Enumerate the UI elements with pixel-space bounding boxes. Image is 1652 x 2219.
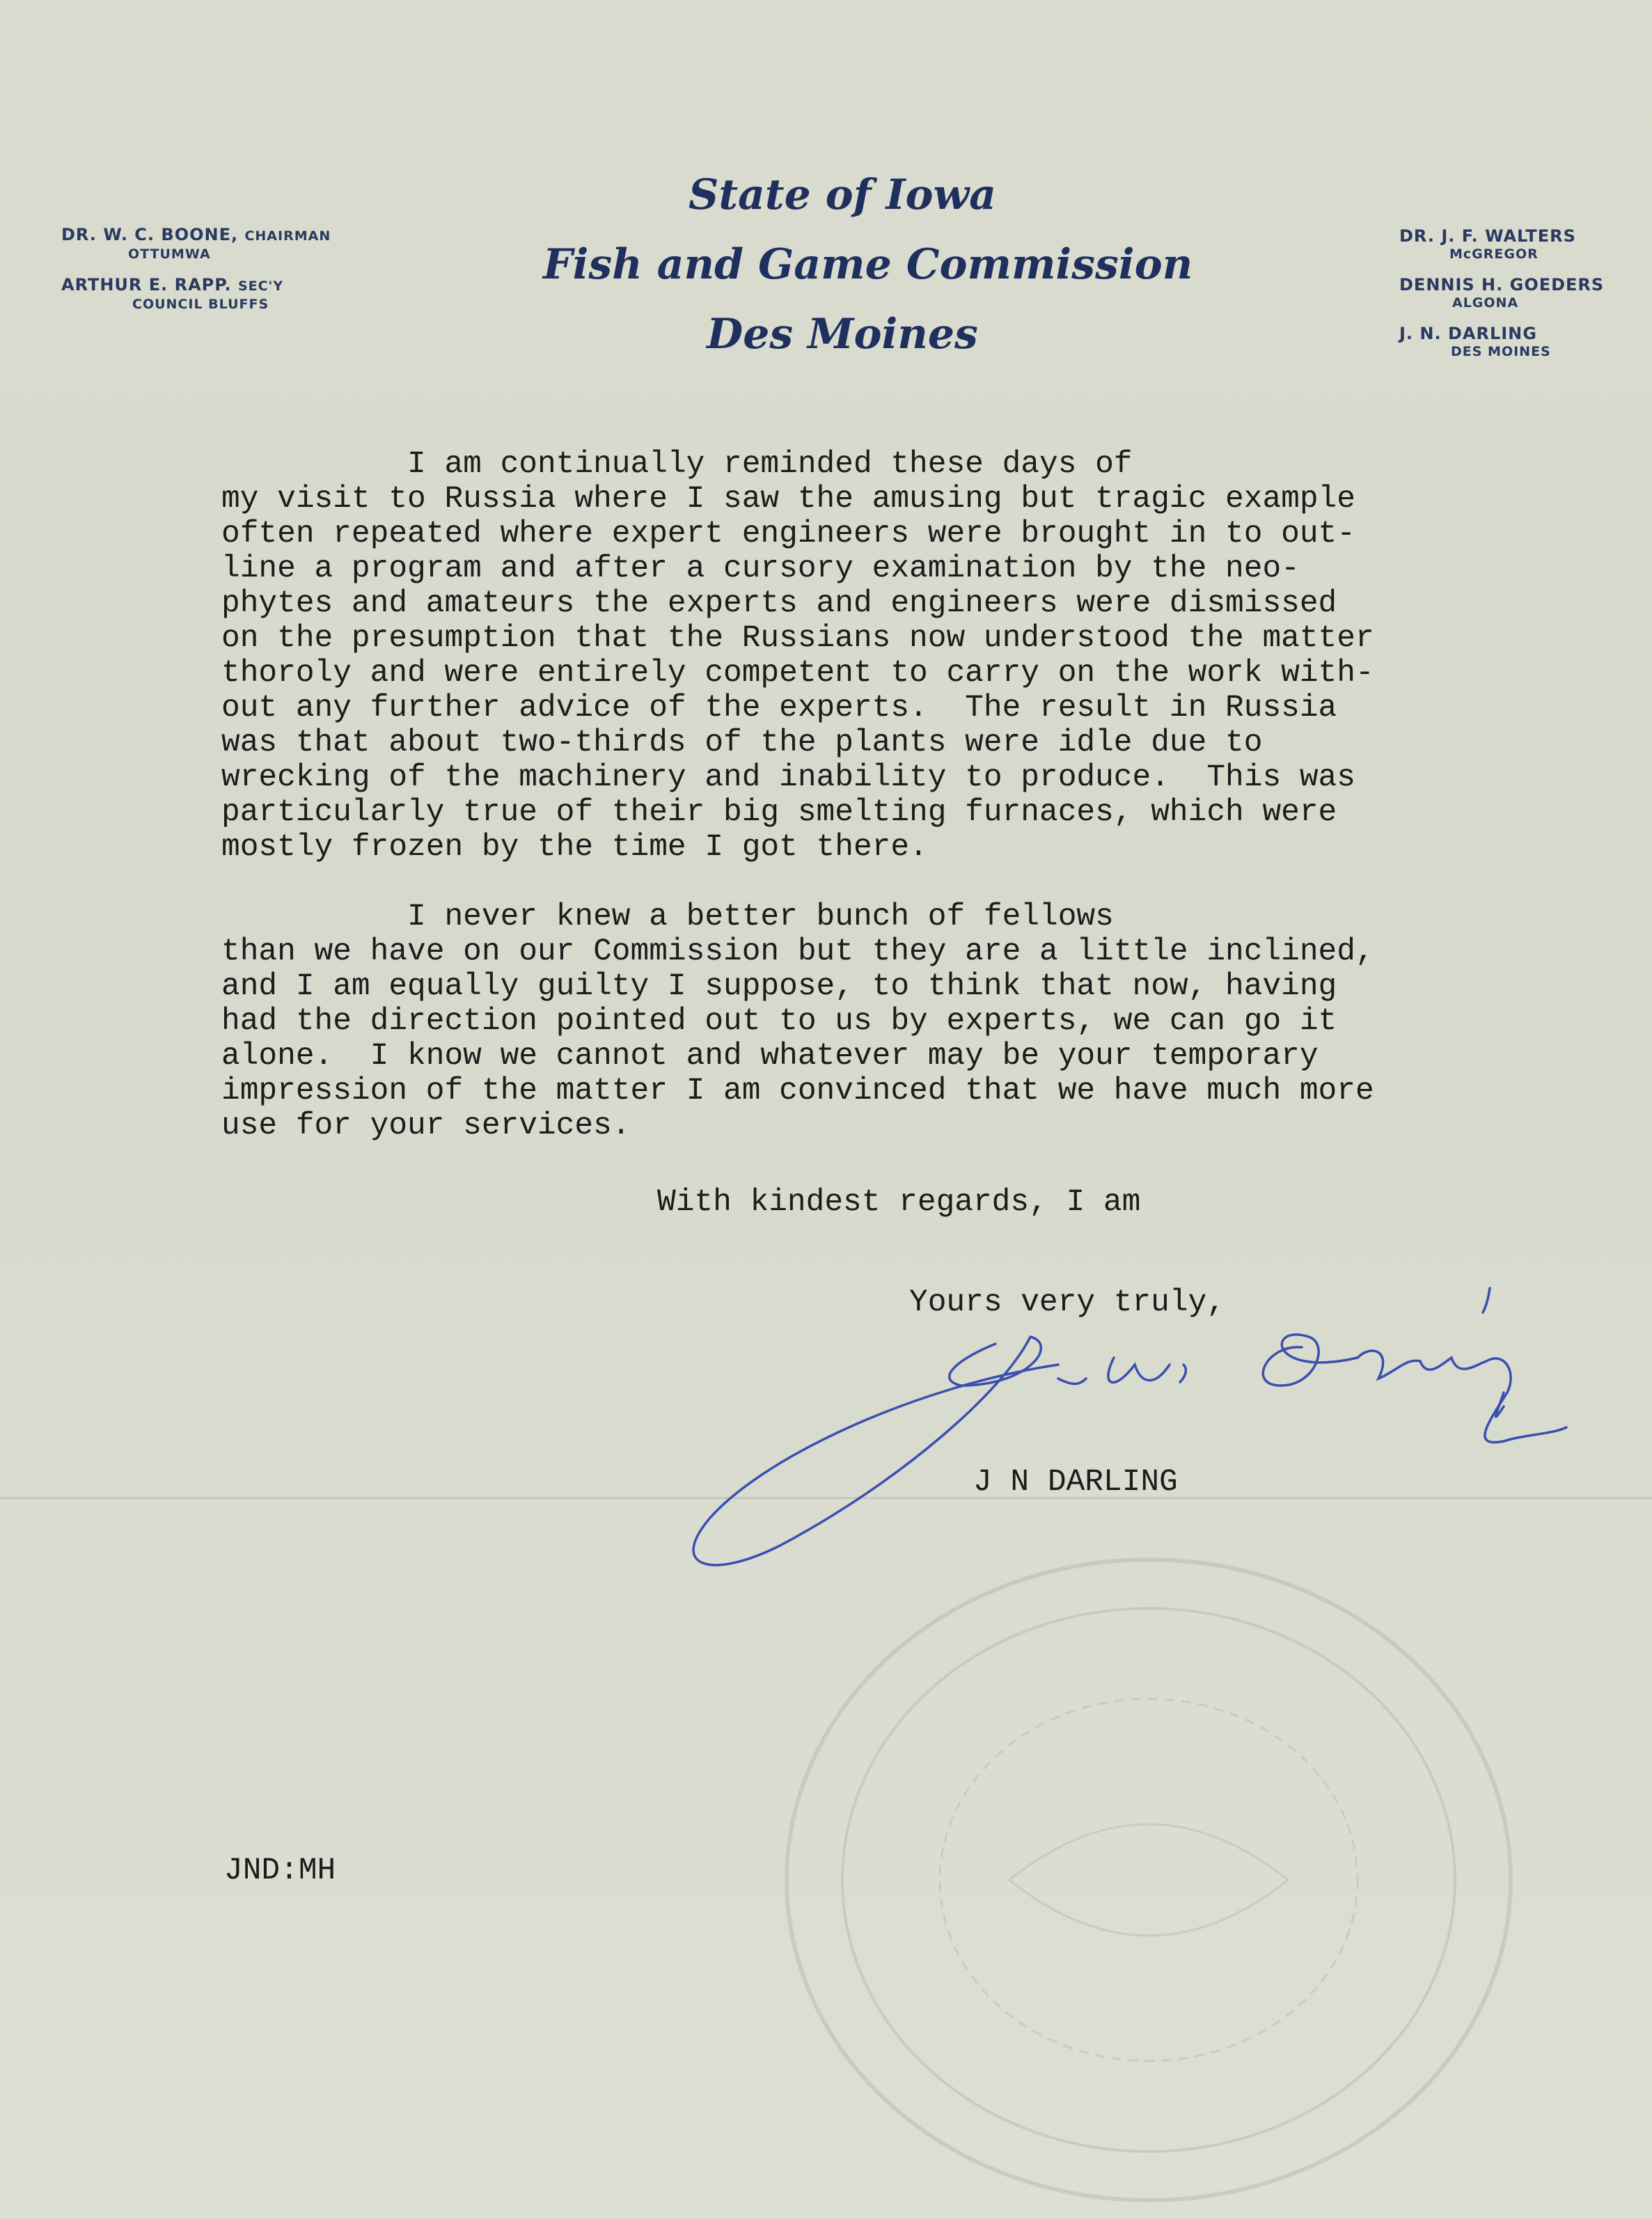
- title-line-city: Des Moines: [707, 310, 978, 359]
- closing-regards: With kindest regards, I am: [657, 1185, 1141, 1220]
- body-line: often repeated where expert engineers were brought in to out-: [221, 517, 1355, 551]
- embossed-seal-icon: [759, 1518, 1539, 2214]
- member-name: [61, 224, 331, 246]
- body-line: I am continually reminded these days of: [221, 447, 1133, 482]
- member-city: OTTUMWA: [128, 246, 211, 262]
- body-line: had the direction pointed out to us by experts, we can go it: [221, 1004, 1337, 1039]
- body-line: thoroly and were entirely competent to carry on the work with-: [221, 656, 1374, 691]
- reference-initials: JND:MH: [224, 1853, 336, 1888]
- member-city: ALGONA: [1452, 295, 1519, 311]
- letterhead-title: [543, 160, 1193, 369]
- typed-signatory-name: J N DARLING: [973, 1465, 1178, 1500]
- body-line: wrecking of the machinery and inability to produce. This was: [221, 760, 1355, 795]
- member-role: SEC'Y: [237, 279, 284, 294]
- body-line: on the presumption that the Russians now understood the matter: [221, 621, 1374, 656]
- member-name: DR. J. F. WALTERS: [1399, 226, 1576, 246]
- member-city: McGREGOR: [1449, 246, 1539, 262]
- member-name-text: DR. W. C. BOONE,: [61, 225, 239, 244]
- body-line: phytes and amateurs the experts and engineers were dismissed: [221, 586, 1337, 621]
- body-line: was that about two-thirds of the plants were idle due to: [221, 726, 1263, 760]
- member-name: [61, 274, 331, 297]
- body-line: than we have on our Commission but they are a little inclined,: [221, 934, 1374, 969]
- member-name-text: ARTHUR E. RAPP.: [61, 275, 232, 295]
- body-line: I never knew a better bunch of fellows: [221, 900, 1114, 934]
- member-city: COUNCIL BLUFFS: [132, 297, 269, 312]
- complimentary-close: Yours very truly,: [909, 1285, 1225, 1320]
- member-name: J. N. DARLING: [1399, 324, 1537, 343]
- body-line: out any further advice of the experts. The result in Russia: [221, 691, 1337, 726]
- member-name: DENNIS H. GOEDERS: [1399, 275, 1605, 295]
- body-line: alone. I know we cannot and whatever may be your temporary: [221, 1039, 1319, 1074]
- member-role: CHAIRMAN: [244, 228, 331, 244]
- letter-body: [221, 447, 1530, 1143]
- body-line: use for your services.: [221, 1108, 631, 1143]
- title-line-commission: Fish and Game Commission: [543, 240, 1193, 289]
- body-line: mostly frozen by the time I got there.: [221, 830, 928, 865]
- member-city: DES MOINES: [1451, 344, 1551, 359]
- body-line: particularly true of their big smelting furnaces, which were: [221, 795, 1337, 830]
- body-line: impression of the matter I am convinced that we have much more: [221, 1074, 1374, 1108]
- body-line: my visit to Russia where I saw the amusing but tragic example: [221, 482, 1355, 517]
- body-line: and I am equally guilty I suppose, to think that now, having: [221, 969, 1337, 1004]
- title-line-state: State of Iowa: [688, 171, 997, 219]
- body-line: line a program and after a cursory examination by the neo-: [221, 551, 1300, 586]
- letterhead-left-members: [61, 224, 331, 312]
- handwritten-signature-icon: [668, 1281, 1587, 1587]
- letterhead-right-members: [1399, 226, 1604, 359]
